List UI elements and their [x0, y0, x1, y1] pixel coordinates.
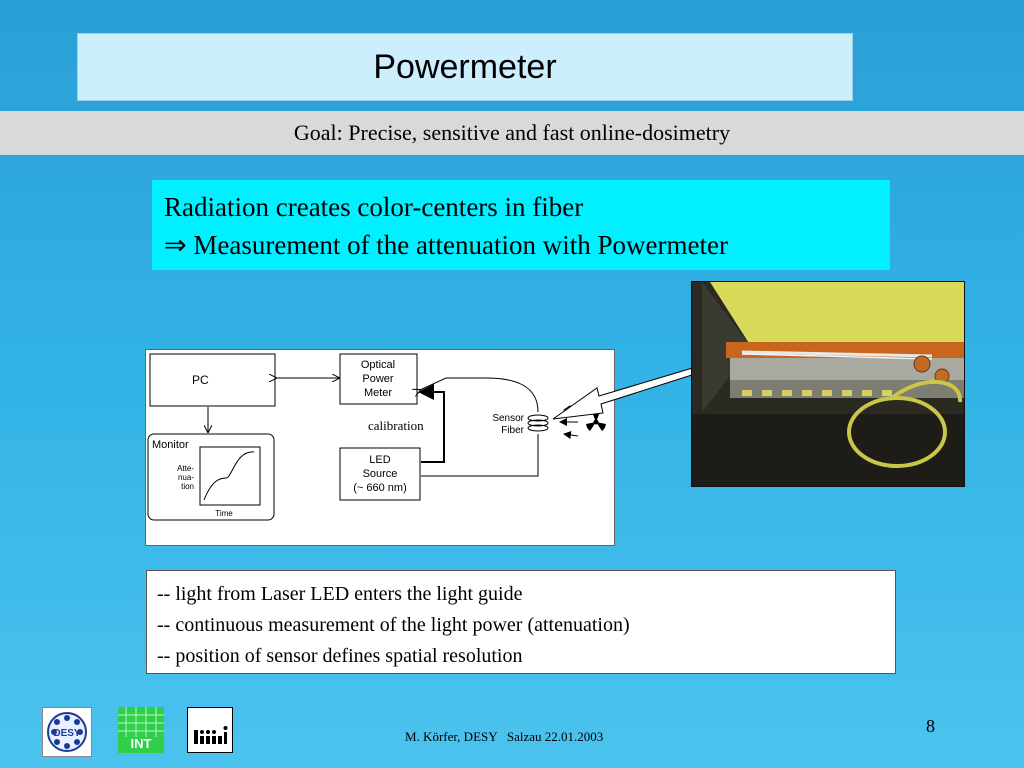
- hmi-logo-icon: [188, 708, 232, 752]
- implies-arrow-icon: ⇒: [164, 230, 187, 260]
- bullet-list: [146, 570, 896, 674]
- pc-label: PC: [192, 373, 209, 387]
- time-label: Time: [215, 509, 233, 518]
- page-number: 8: [926, 716, 935, 736]
- monitor-label: Monitor: [152, 439, 189, 451]
- bullet-item-1: -- light from Laser LED enters the light guide: [157, 583, 523, 605]
- atten-label-3: tion: [181, 482, 194, 491]
- slide-title: Powermeter: [373, 47, 557, 86]
- sensor-photo-svg: [692, 282, 965, 487]
- int-logo-icon: [118, 707, 164, 753]
- sensor-label-2: Fiber: [501, 425, 524, 436]
- desy-logo: [42, 707, 92, 757]
- goal-text: Goal: Precise, sensitive and fast online-dosimetry: [293, 120, 731, 145]
- int-logo: [118, 707, 164, 753]
- atten-label-1: Atte-: [177, 464, 194, 473]
- powermeter-label-2: Power: [362, 373, 394, 385]
- int-logo-text: INT: [130, 736, 152, 751]
- highlight-line-2-text: Measurement of the attenuation with Powermeter: [186, 230, 728, 260]
- led-label-3: (~ 660 nm): [353, 482, 407, 494]
- powermeter-label-3: Meter: [363, 387, 393, 399]
- led-label-2: Source: [362, 468, 398, 480]
- hmi-logo: [187, 707, 233, 753]
- sensor-photo: [691, 281, 965, 487]
- calibration-label: calibration: [368, 418, 424, 433]
- powermeter-label-1: Optical: [360, 359, 396, 371]
- desy-logo-text: DESY: [53, 728, 81, 739]
- led-label-1: LED: [369, 454, 391, 466]
- highlight-line-1: Radiation creates color-centers in fiber: [164, 192, 584, 222]
- footer-text: M. Körfer, DESY Salzau 22.01.2003: [405, 729, 604, 744]
- atten-label-2: nua-: [177, 473, 194, 482]
- bullet-item-3: -- position of sensor defines spatial resolution: [157, 645, 523, 667]
- bullet-item-2: -- continuous measurement of the light power (attenuation): [157, 614, 630, 636]
- desy-logo-icon: [43, 708, 91, 756]
- sensor-label-1: Sensor: [492, 413, 524, 424]
